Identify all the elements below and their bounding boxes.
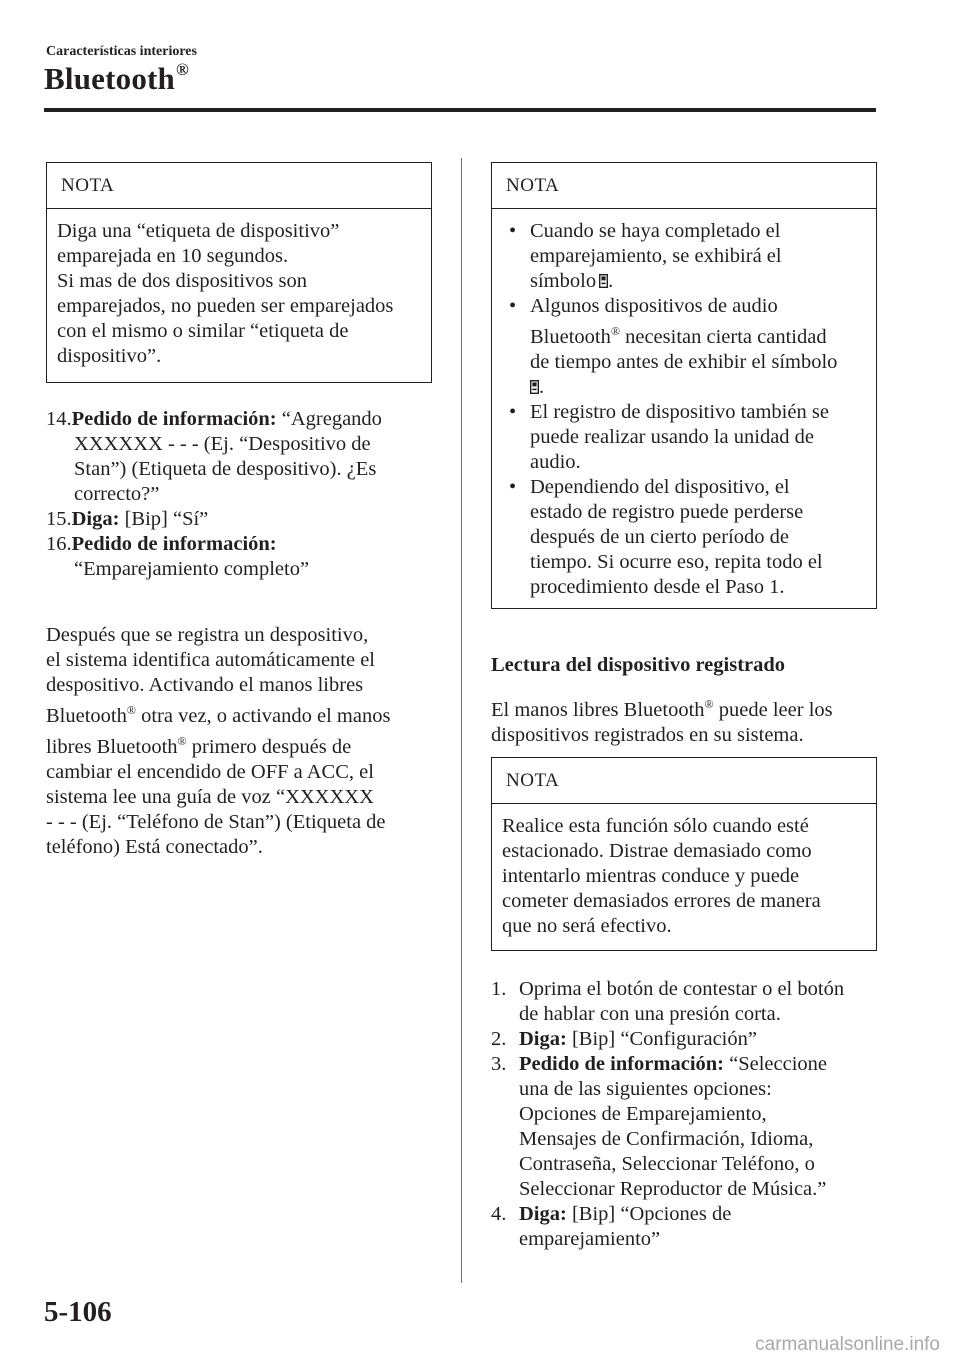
note-line: Realice esta función sólo cuando esté [502,815,809,837]
bullet-text: símbolo [530,270,597,292]
step-text: [Bip] “Opciones de [566,1203,732,1225]
para-text: otra vez, o activando el manos [135,704,391,727]
step-number: 4. [491,1203,507,1225]
para-text: Bluetooth [46,704,127,727]
bullet-line [530,269,866,294]
bullet-dot: • [509,475,517,498]
bullet-dot: • [509,400,517,423]
step-label: Pedido de información: [71,408,277,430]
para-line: despositivo. Activando el manos libres [46,674,364,696]
note-line: emparejados, no pueden ser emparejados [57,295,394,317]
registered-mark: ® [175,60,189,79]
para-text: El manos libres Bluetooth [491,698,705,721]
bullet-line: tiempo. Si ocurre eso, repita todo el [530,550,823,573]
note-box-pairing-tag [46,162,432,383]
page-number: 5-106 [44,1296,112,1328]
note-body [492,804,876,939]
step-cont: de hablar con una presión corta. [519,1003,781,1025]
registered-mark: ® [610,324,620,338]
step-label: Pedido de información: [71,533,277,555]
section-heading: Lectura del dispositivo registrado [491,654,786,676]
para-line: cambiar el encendido de OFF a ACC, el [46,760,374,783]
step-label: Diga: [71,508,120,530]
step-number: 15. [46,508,72,530]
note-line: emparejada en 10 segundos. [57,245,289,267]
step-14 [46,407,446,507]
para-line [491,692,891,723]
note-line: cometer demasiados errores de manera [502,890,821,912]
para-line [46,698,446,729]
step-number: 16. [46,533,72,555]
note-body [47,209,431,369]
column-divider [461,158,462,1283]
bullet-line [530,319,866,350]
step-cont: Seleccionar Reproductor de Música.” [519,1178,827,1200]
bullet-text: Bluetooth [530,325,611,348]
step-number: 1. [491,978,507,1000]
registered-mark: ® [704,697,714,711]
para-line: Después que se registra un despositivo, [46,624,369,646]
bullet-line: puede realizar usando la unidad de [530,425,815,448]
para-line: el sistema identifica automáticamente el [46,649,376,671]
note-line: que no será efectivo. [502,915,672,937]
bullet-item [492,294,866,400]
bullet-text: necesitan cierta cantidad [619,325,827,348]
bullet-line: emparejamiento, se exhibirá el [530,245,782,267]
para-text: puede leer los [713,698,833,721]
step-list-left [46,407,446,582]
watermark: carmanualsonline.info [755,1334,940,1355]
bullet-dot: • [509,220,517,242]
phone-icon [599,274,608,288]
page-title [44,60,189,97]
bullet-line: de tiempo antes de exhibir el símbolo [530,350,838,373]
bullet-line: Dependiendo del dispositivo, el [530,475,790,498]
note-header: NOTA [492,163,876,209]
bullet-line: El registro de dispositivo también se [530,400,829,423]
note-box-parked [491,757,877,951]
para-text: libres Bluetooth [46,735,178,758]
step-cont: correcto?” [74,483,160,505]
para-line: sistema lee una guía de voz “XXXXXX [46,785,374,808]
step-2 [491,1027,891,1052]
bullet-item [492,400,866,475]
para-line: teléfono) Está conectado”. [46,835,263,858]
bullet-item [492,219,866,294]
page-title-text: Bluetooth [44,61,175,96]
note-header: NOTA [47,163,431,209]
title-rule [44,108,876,112]
bullet-line: estado de registro puede perderse [530,500,804,523]
connection-paragraph [46,623,446,860]
step-16 [46,532,446,582]
step-3 [491,1052,891,1202]
step-text: Oprima el botón de contestar o el botón [519,978,845,1000]
note-line: intentarlo mientras conduce y puede [502,865,800,887]
step-cont: una de las siguientes opciones: [519,1078,772,1100]
note-line: Diga una “etiqueta de dispositivo” [57,220,340,242]
bullet-line: audio. [530,450,581,473]
step-text: [Bip] “Sí” [119,508,209,530]
section-label: Características interiores [46,44,197,59]
bullet-item [492,475,866,600]
step-text: “Seleccione [724,1053,828,1075]
step-number: 2. [491,1028,507,1050]
para-text: primero después de [186,735,352,758]
step-cont: Mensajes de Confirmación, Idioma, [519,1128,814,1150]
step-number: 3. [491,1053,507,1075]
registered-mark: ® [126,703,136,717]
bullet-text: . [608,270,614,292]
bullet-line: después de un cierto período de [530,525,790,548]
step-list-right [491,977,891,1252]
step-cont: Stan”) (Etiqueta de despositivo). ¿Es [74,458,377,480]
bullet-line [530,375,866,400]
bullet-line: Cuando se haya completado el [530,220,781,242]
para-line: dispositivos registrados en su sistema. [491,723,804,746]
bullet-line: procedimiento desde el Paso 1. [530,575,785,598]
registered-mark: ® [177,733,187,748]
phone-icon [530,380,539,394]
step-label: Diga: [519,1203,567,1225]
step-cont: Contraseña, Seleccionar Teléfono, o [519,1153,815,1175]
para-line: - - - (Ej. “Teléfono de Stan”) (Etiqueta de [46,810,386,833]
note-line: Si mas de dos dispositivos son [57,270,308,292]
step-cont: emparejamiento” [519,1228,661,1250]
step-label: Diga: [519,1028,567,1050]
note-box-pairing-complete [491,162,877,609]
step-15 [46,507,446,532]
step-number: 14. [46,408,72,430]
bullet-dot: • [509,295,517,317]
step-cont: Opciones de Emparejamiento, [519,1103,767,1125]
note-header: NOTA [492,758,876,804]
step-text: [Bip] “Configuración” [566,1028,757,1050]
note-line: dispositivo”. [57,345,162,367]
step-cont: XXXXXX - - - (Ej. “Despositivo de [74,433,371,455]
bullet-line: Algunos dispositivos de audio [530,295,778,317]
note-body [492,209,876,600]
step-4 [491,1202,891,1252]
bullet-text: . [539,375,545,398]
para-line [46,729,446,760]
step-text: “Agregando [276,408,382,430]
note-line: con el mismo o similar “etiqueta de [57,320,349,342]
step-1 [491,977,891,1027]
step-cont: “Emparejamiento completo” [74,558,310,580]
intro-paragraph [491,692,891,748]
note-line: estacionado. Distrae demasiado como [502,840,812,862]
step-label: Pedido de información: [519,1053,724,1075]
